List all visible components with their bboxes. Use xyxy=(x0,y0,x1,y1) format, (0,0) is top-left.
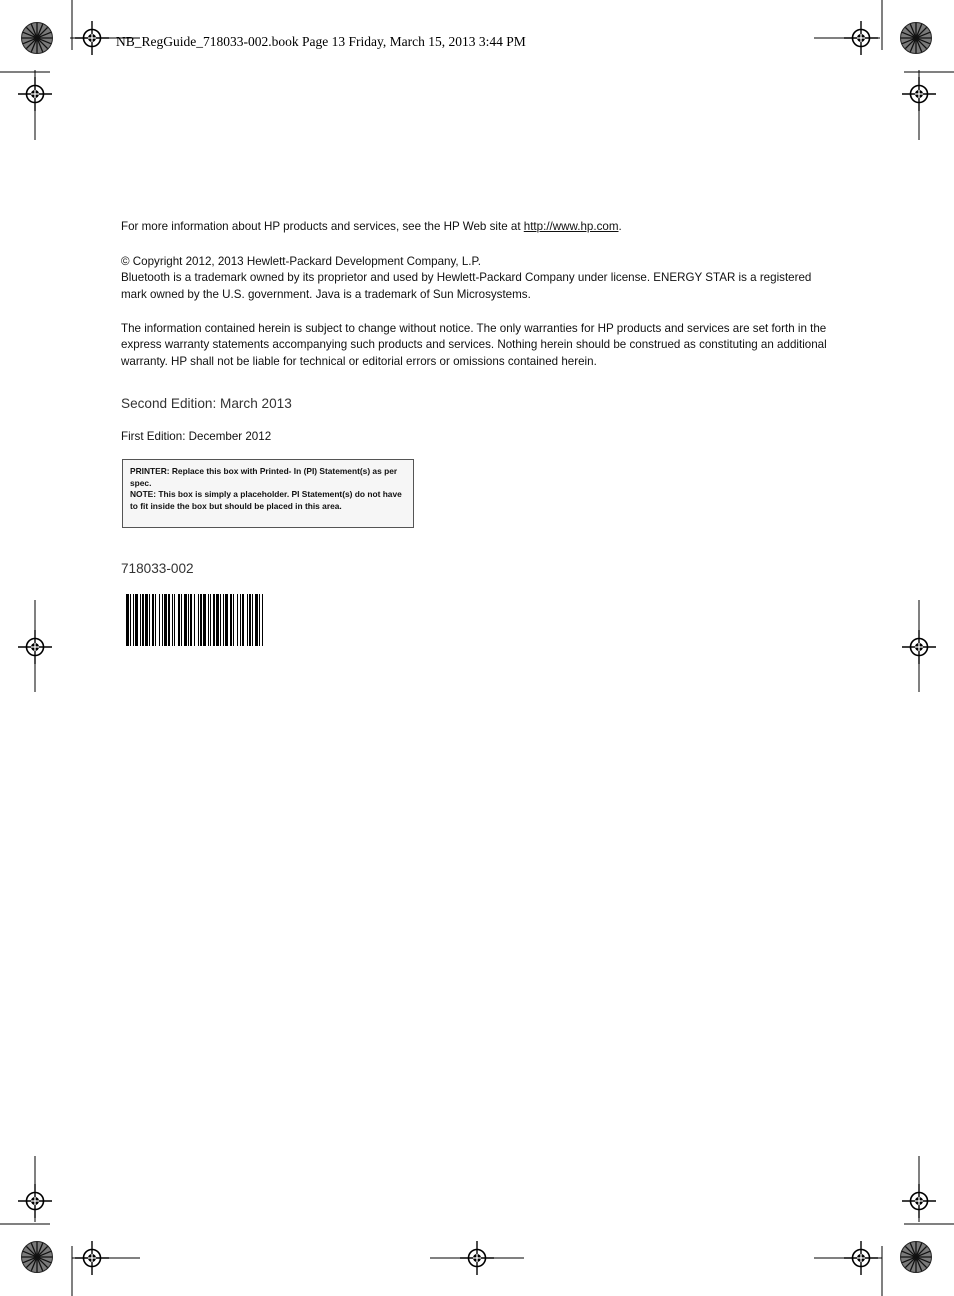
running-header: NB_RegGuide_718033-002.book Page 13 Friday, March 15, 2013 3:44 PM xyxy=(116,34,526,49)
barcode-bar xyxy=(159,594,160,646)
barcode-bar xyxy=(168,594,170,646)
printer-placeholder-box xyxy=(122,459,414,528)
copyright-line: © Copyright 2012, 2013 Hewlett-Packard Development Company, L.P. xyxy=(121,255,481,268)
hp-website-link[interactable]: http://www.hp.com xyxy=(523,220,619,233)
barcode-bar xyxy=(240,594,241,646)
first-edition: First Edition: December 2012 xyxy=(121,430,272,443)
barcode-bar xyxy=(247,594,248,646)
barcode-bar xyxy=(145,594,148,646)
barcode-bar xyxy=(181,594,182,646)
trademark-notice: Bluetooth is a trademark owned by its proprietor and used by Hewlett-Packard Company under license. ENERGY STAR is a registered mark owned by the U.S. government. Java is a trademark of Sun Microsystems. xyxy=(121,271,812,301)
barcode-bar xyxy=(255,594,258,646)
barcode-bar xyxy=(140,594,141,646)
printer-note: PRINTER: Replace this box with Printed- In (PI) Statement(s) as per spec. xyxy=(130,466,398,488)
barcode-bar xyxy=(135,594,138,646)
info-text: For more information about HP products and services, see the HP Web site at xyxy=(121,220,524,233)
barcode-bar xyxy=(190,594,192,646)
info-text-end: . xyxy=(618,220,622,233)
barcode-bar xyxy=(208,594,209,646)
warranty-notice: The information contained herein is subject to change without notice. The only warranties for HP products and services are set forth in the express warranty statements accompanying such products and services. Nothing herein should be construed as constituting an additional warranty. HP shall not be liable for technical or editorial errors or omissions contained herein. xyxy=(121,322,827,368)
barcode-bar xyxy=(152,594,154,646)
barcode-bar xyxy=(130,594,131,646)
barcode-bar xyxy=(178,594,180,646)
barcode-bar xyxy=(242,594,244,646)
barcode xyxy=(126,594,382,648)
barcode-bar xyxy=(155,594,156,646)
barcode-bar xyxy=(198,594,199,646)
barcode-bar xyxy=(213,594,215,646)
barcode-bar xyxy=(262,594,263,646)
barcode-bar xyxy=(172,594,173,646)
barcode-bar xyxy=(126,594,129,646)
barcode-bar xyxy=(237,594,238,646)
barcode-bar xyxy=(194,594,195,646)
barcode-bar xyxy=(223,594,224,646)
barcode-bar xyxy=(164,594,167,646)
barcode-bar xyxy=(252,594,253,646)
barcode-bar xyxy=(174,594,175,646)
barcode-bar xyxy=(233,594,234,646)
barcode-bar xyxy=(188,594,189,646)
placeholder-note: NOTE: This box is simply a placeholder. PI Statement(s) do not have to fit inside the box but should be placed in this area. xyxy=(130,489,402,511)
barcode-bar xyxy=(149,594,150,646)
copyright-section xyxy=(121,254,836,303)
barcode-bar xyxy=(142,594,144,646)
barcode-bar xyxy=(230,594,232,646)
barcode-bar xyxy=(210,594,211,646)
second-edition: Second Edition: March 2013 xyxy=(121,396,292,411)
barcode-bar xyxy=(200,594,202,646)
barcode-bar xyxy=(162,594,163,646)
barcode-bar xyxy=(203,594,206,646)
barcode-bar xyxy=(249,594,251,646)
info-paragraph xyxy=(121,219,836,235)
barcode-bar xyxy=(259,594,260,646)
barcode-bar xyxy=(133,594,134,646)
barcode-bar xyxy=(184,594,187,646)
barcode-bar xyxy=(225,594,228,646)
part-number: 718033-002 xyxy=(121,561,194,576)
barcode-bar xyxy=(220,594,221,646)
barcode-bar xyxy=(216,594,219,646)
warranty-section xyxy=(121,321,836,370)
